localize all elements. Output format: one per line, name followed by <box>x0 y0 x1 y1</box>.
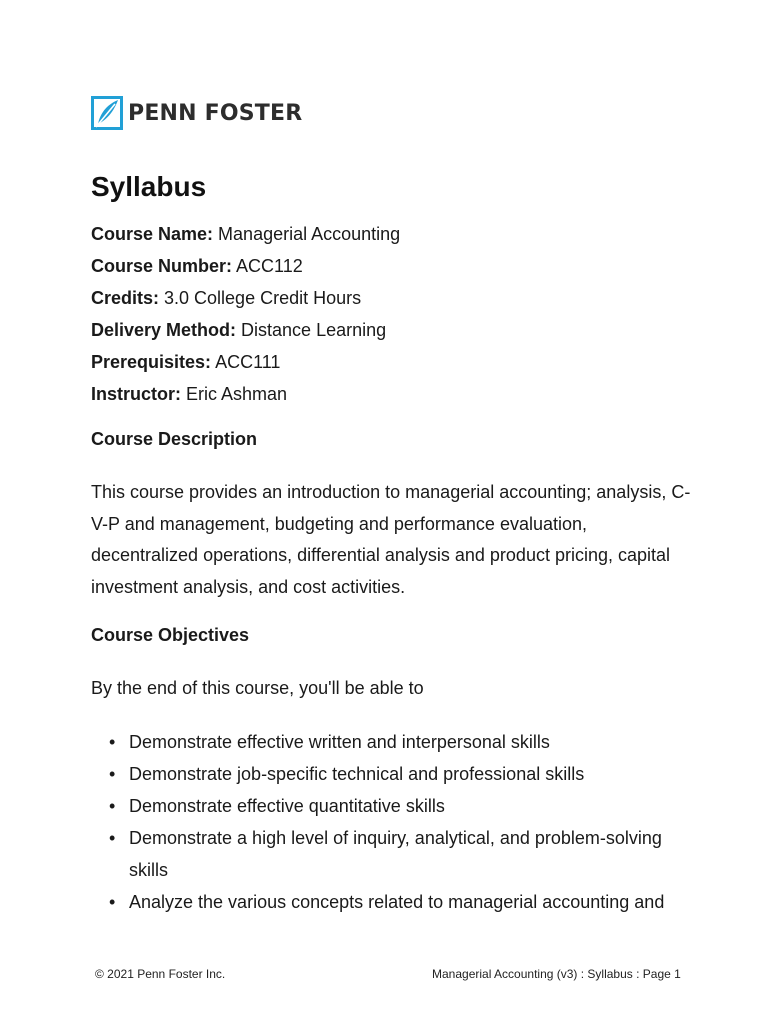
list-item-text: Demonstrate a high level of inquiry, analytical, and problem-solving skills <box>129 828 662 880</box>
footer-copyright: © 2021 Penn Foster Inc. <box>95 967 226 981</box>
meta-course-name <box>91 218 400 250</box>
meta-label: Course Number: <box>91 256 233 276</box>
meta-value: Eric Ashman <box>181 384 288 404</box>
meta-value: ACC112 <box>232 256 303 276</box>
course-meta-list <box>91 218 400 410</box>
meta-label: Credits: <box>91 288 160 308</box>
list-item-text: Demonstrate job-specific technical and professional skills <box>129 764 585 784</box>
list-item-text: Demonstrate effective written and interpersonal skills <box>129 732 550 752</box>
meta-value: Distance Learning <box>236 320 387 340</box>
meta-label: Delivery Method: <box>91 320 237 340</box>
meta-delivery-method <box>91 314 400 346</box>
list-item-text: Analyze the various concepts related to managerial accounting and <box>129 892 665 912</box>
course-objectives-intro: By the end of this course, you'll be able to <box>91 678 424 698</box>
list-item <box>91 822 691 886</box>
bullet-icon: • <box>109 796 116 816</box>
meta-value: Managerial Accounting <box>213 224 401 244</box>
logo-wordmark: PENN FOSTER <box>128 100 303 126</box>
meta-label: Prerequisites: <box>91 352 212 372</box>
list-item <box>91 758 691 790</box>
list-item-text: Demonstrate effective quantitative skills <box>129 796 445 816</box>
quill-leaf-icon <box>91 96 123 130</box>
objectives-list <box>91 726 691 918</box>
bullet-icon: • <box>109 828 116 848</box>
footer-page-info: Managerial Accounting (v3) : Syllabus : Page 1 <box>432 967 681 981</box>
meta-credits <box>91 282 400 314</box>
meta-label: Instructor: <box>91 384 181 404</box>
meta-value: ACC111 <box>211 352 281 372</box>
bullet-icon: • <box>109 764 116 784</box>
page-title: Syllabus <box>91 171 207 202</box>
list-item <box>91 790 691 822</box>
penn-foster-logo <box>91 96 302 130</box>
meta-value: 3.0 College Credit Hours <box>159 288 362 308</box>
bullet-icon: • <box>109 732 116 752</box>
meta-label: Course Name: <box>91 224 214 244</box>
list-item <box>91 726 691 758</box>
meta-instructor <box>91 378 400 410</box>
meta-course-number <box>91 250 400 282</box>
meta-prerequisites <box>91 346 400 378</box>
course-description-text: This course provides an introduction to managerial accounting; analysis, C-V-P and management, budgeting and performance evaluation, decentralized operations, differential analysis and product pricing, capital investment analysis, and cost activities. <box>91 482 691 597</box>
course-description-heading: Course Description <box>91 429 258 449</box>
bullet-icon: • <box>109 892 116 912</box>
list-item <box>91 886 691 918</box>
course-objectives-heading: Course Objectives <box>91 625 250 645</box>
